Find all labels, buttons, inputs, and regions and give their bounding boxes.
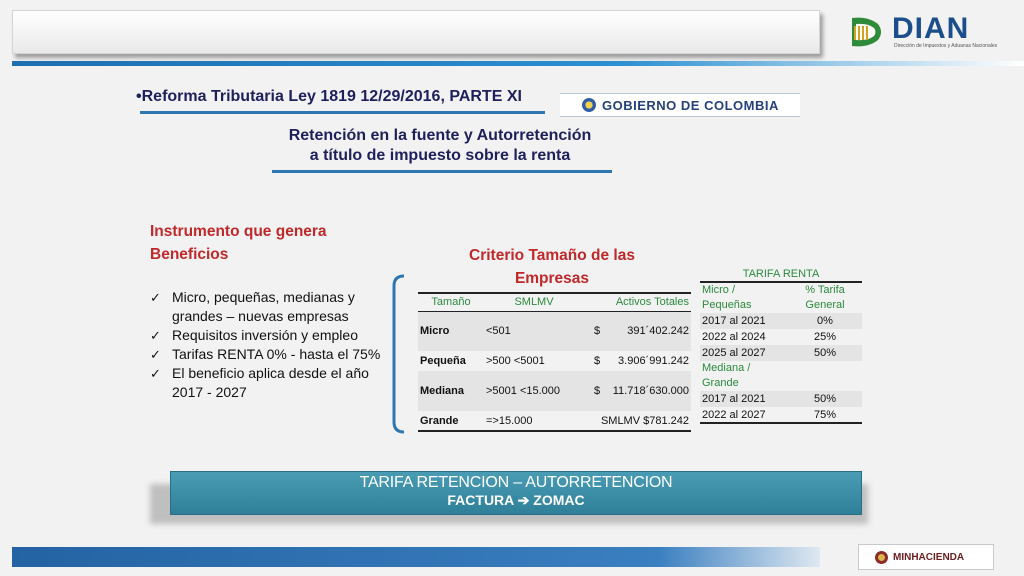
banner-title: TARIFA RETENCION – AUTORRETENCION [359, 474, 673, 491]
banner-subtitle-prefix: FACTURA [447, 492, 514, 508]
column-header: Activos Totales [584, 293, 691, 311]
table-cell: 50% [788, 391, 862, 407]
group-label: Mediana / [702, 362, 751, 374]
colombia-seal-icon [582, 98, 596, 112]
table-cell: =>15.000 [484, 411, 584, 431]
table-cell: <501 [484, 311, 584, 351]
list-item [150, 288, 382, 326]
subtitle-line2: a título de impuesto sobre la renta [309, 147, 571, 164]
table-row [418, 411, 691, 431]
table-cell: 2022 al 2027 [700, 407, 788, 423]
rate-table-title: TARIFA RENTA [700, 266, 862, 282]
dian-logo-text: DIAN [892, 12, 970, 45]
column-label: General [805, 299, 845, 311]
table-cell [584, 351, 691, 371]
table-cell [700, 361, 788, 391]
table-cell [788, 361, 862, 391]
gobierno-logo-text: GOBIERNO DE COLOMBIA [602, 98, 779, 113]
table-cell: 75% [788, 407, 862, 423]
subtitle [240, 126, 640, 166]
minhacienda-logo-text: MINHACIENDA [893, 552, 965, 563]
company-size-table [418, 292, 691, 432]
benefit-list [150, 288, 382, 402]
column-label: % Tarifa [805, 284, 845, 296]
header-bar [12, 10, 820, 54]
banner-subtitle-suffix: ZOMAC [533, 492, 585, 508]
column-header: SMLMV [484, 293, 584, 311]
instrument-heading [150, 220, 380, 266]
title-bullet: • [136, 88, 142, 105]
table-row [700, 282, 862, 313]
table-cell [584, 311, 691, 351]
table-cell: 2017 al 2021 [700, 391, 788, 407]
criteria-heading [452, 244, 652, 290]
column-label: Pequeñas [702, 299, 752, 311]
title-underline [140, 111, 545, 114]
table-row [700, 345, 862, 361]
table-row [700, 391, 862, 407]
checkmark-icon: ✓ [150, 366, 161, 381]
list-item [150, 326, 382, 345]
footer-stripe [12, 547, 820, 567]
list-item-text: El beneficio aplica desde el año 2017 - 2027 [172, 365, 369, 400]
table-row [418, 371, 691, 411]
table-cell: >500 <5001 [486, 355, 545, 367]
table-row [700, 361, 862, 391]
bracket-icon [386, 274, 406, 434]
ministry-seal-icon [875, 551, 888, 564]
list-item-text: Requisitos inversión y empleo [172, 327, 358, 343]
table-cell: 50% [788, 345, 862, 361]
table-cell: Mediana [418, 371, 484, 411]
table-cell: 2017 al 2021 [700, 313, 788, 329]
main-title-text: Reforma Tributaria Ley 1819 12/29/2016, PARTE XI [141, 88, 522, 105]
table-cell: 2022 al 2024 [702, 331, 766, 343]
subtitle-line1: Retención en la fuente y Autorretención [288, 127, 592, 144]
list-item [150, 345, 382, 364]
list-item [150, 364, 382, 402]
table-cell [584, 371, 691, 411]
checkmark-icon: ✓ [150, 347, 161, 362]
criteria-heading-line1: Criterio Tamaño de las [469, 247, 635, 264]
arrow-right-icon: ➔ [517, 492, 530, 508]
gobierno-logo [560, 93, 800, 117]
subtitle-underline [272, 170, 612, 173]
currency-symbol: $ [594, 385, 601, 397]
rate-table [700, 266, 862, 424]
table-header-row [700, 266, 862, 282]
table-row [700, 313, 862, 329]
table-cell: 2025 al 2027 [700, 345, 788, 361]
dian-logo-subtitle: Dirección de Impuestos y Aduanas Nacionales [894, 43, 998, 49]
list-item-text: Tarifas RENTA 0% - hasta el 75% [172, 346, 381, 362]
table-header-row [418, 293, 691, 311]
table-cell [700, 282, 788, 313]
checkmark-icon: ✓ [150, 290, 161, 305]
instrument-heading-line1: Instrumento que genera [150, 223, 327, 240]
table-cell: 25% [813, 331, 837, 343]
amount-value: 3.906´991.242 [618, 355, 689, 367]
instrument-heading-line2: Beneficios [150, 246, 229, 263]
dian-logo [848, 12, 998, 52]
table-cell: >5001 <15.000 [484, 371, 584, 411]
table-cell: Micro [418, 311, 484, 351]
table-cell: Pequeña [420, 355, 466, 367]
group-label: Grande [702, 377, 739, 389]
banner-subtitle [171, 492, 861, 509]
checkmark-icon: ✓ [150, 328, 161, 343]
main-title [136, 88, 522, 106]
currency-symbol: $ [594, 355, 601, 367]
minhacienda-logo [858, 544, 994, 570]
table-row [700, 407, 862, 423]
list-item-text: Micro, pequeñas, medianas y grandes – nuevas empresas [172, 289, 355, 324]
currency-symbol: $ [594, 325, 601, 338]
column-header: Tamaño [418, 293, 484, 311]
criteria-heading-line2: Empresas [514, 270, 590, 287]
header-stripe [12, 61, 1024, 66]
table-cell: 0% [788, 313, 862, 329]
table-row [700, 329, 862, 345]
amount-value: 391´402.242 [627, 325, 689, 338]
dian-mark-icon [848, 14, 886, 50]
table-cell [788, 282, 862, 313]
table-cell: SMLMV $781.242 [584, 411, 691, 431]
column-label: Micro / [702, 284, 735, 296]
table-cell: Grande [418, 411, 484, 431]
tariff-banner [170, 471, 862, 515]
amount-value: 11.718´630.000 [612, 385, 689, 397]
table-row [418, 311, 691, 351]
table-row [418, 351, 691, 371]
